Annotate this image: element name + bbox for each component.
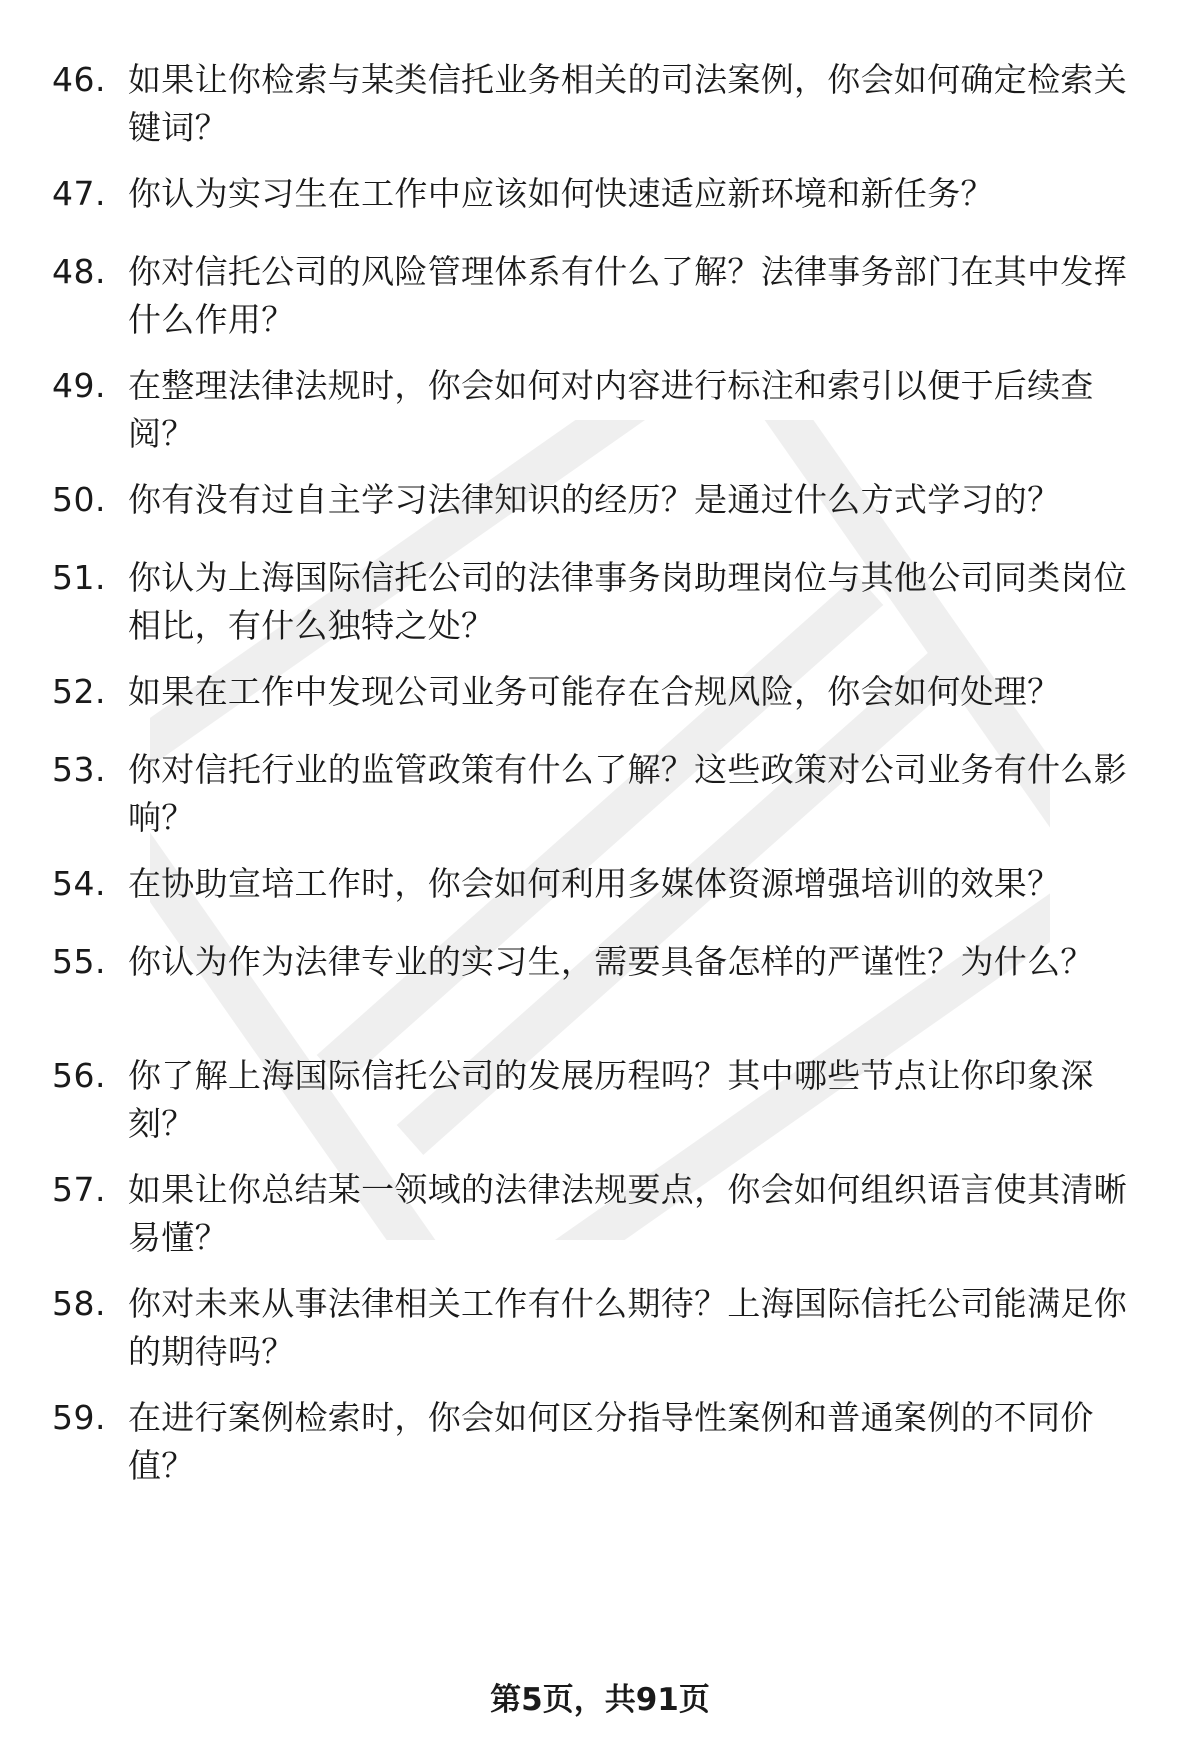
question-text: 你了解上海国际信托公司的发展历程吗？其中哪些节点让你印象深刻？ [128,1056,1094,1143]
question-number: 47. [52,174,106,213]
question-text: 在进行案例检索时，你会如何区分指导性案例和普通案例的不同价值？ [128,1398,1094,1485]
question-text: 你认为上海国际信托公司的法律事务岗助理岗位与其他公司同类岗位相比，有什么独特之处？ [128,558,1127,645]
question-text: 你有没有过自主学习法律知识的经历？是通过什么方式学习的？ [128,480,1061,519]
question-number: 54. [52,864,106,903]
question-number: 46. [52,60,106,99]
question-number: 50. [52,480,106,519]
question-text: 你对未来从事法律相关工作有什么期待？上海国际信托公司能满足你的期待吗？ [128,1284,1127,1371]
question-number: 49. [52,366,106,405]
question-number: 55. [52,942,106,981]
question-number: 48. [52,252,106,291]
question-text: 你认为实习生在工作中应该如何快速适应新环境和新任务？ [128,174,994,213]
question-number: 53. [52,750,106,789]
question-text: 如果让你检索与某类信托业务相关的司法案例，你会如何确定检索关键词？ [128,60,1127,147]
question-text: 在整理法律法规时，你会如何对内容进行标注和索引以便于后续查阅？ [128,366,1094,453]
question-number: 56. [52,1056,106,1095]
question-number: 57. [52,1170,106,1209]
question-text: 如果在工作中发现公司业务可能存在合规风险，你会如何处理？ [128,672,1061,711]
question-number: 59. [52,1398,106,1437]
question-number: 51. [52,558,106,597]
question-text: 如果让你总结某一领域的法律法规要点，你会如何组织语言使其清晰易懂？ [128,1170,1127,1257]
question-text: 在协助宣培工作时，你会如何利用多媒体资源增强培训的效果？ [128,864,1061,903]
question-number: 52. [52,672,106,711]
question-number: 58. [52,1284,106,1323]
question-text: 你对信托行业的监管政策有什么了解？这些政策对公司业务有什么影响？ [128,750,1127,837]
question-text: 你认为作为法律专业的实习生，需要具备怎样的严谨性？为什么？ [128,942,1094,981]
page-number-footer: 第5页，共91页 [490,1682,710,1718]
question-text: 你对信托公司的风险管理体系有什么了解？法律事务部门在其中发挥什么作用？ [128,252,1127,339]
